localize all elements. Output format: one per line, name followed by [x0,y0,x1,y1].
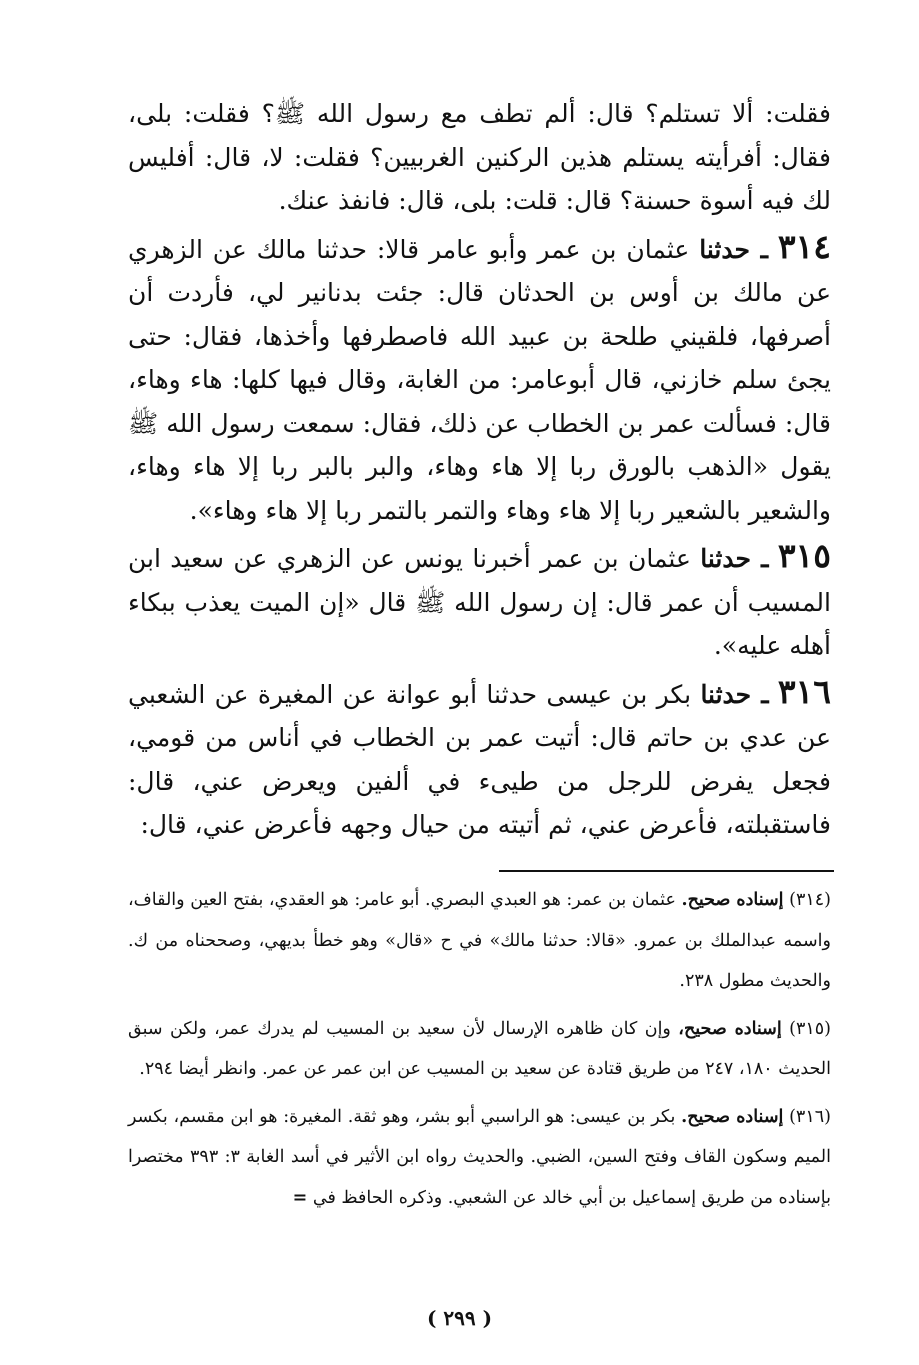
footnotes [128,880,831,1225]
hadith-315: ٣١٥ ـ حدثنا عثمان بن عمر أخبرنا يونس عن الزهري عن سعيد ابن المسيب أن عمر قال: إن رسول الله ﷺ قال «إن الميت يعذب ببكاء أهله عليه». [128,536,832,660]
footnote-number: (٣١٦) [789,1106,831,1127]
page-number: ( ٢٩٩ ) [426,1306,493,1330]
footnote-text: عثمان بن عمر: هو العبدي البصري. أبو عامر: هو العقدي، بفتح العين والقاف، واسمه عبدالملك بن عمرو. «قالا: حدثنا مالك» في ح «قال» وهو خطأ بديهي، وصححناه من ك. والحديث مطول ٢٣٨. [128,890,831,991]
footnote-grade: إسناده صحيح. [681,890,784,910]
footnote-text: وإن كان ظاهره الإرسال لأن سعيد بن المسيب لم يدرك عمر، ولكن سبق الحديث ١٨٠، ٢٤٧ من طريق قتادة عن سعيد بن المسيب عن ابن عمر عن عمر. وانظر أيضا ٢٩٤. [128,1018,831,1079]
hadith-314: ٣١٤ ـ حدثنا عثمان بن عمر وأبو عامر قالا: حدثنا مالك عن الزهري عن مالك بن أوس بن الحدثان قال: جئت بدنانير لي، فأردت أن أصرفها، فلقيني طلحة بن عبيد الله فاصطرفها وأخذها، فقال: حتى يجئ سلم خازني، قال أبوعامر: من الغابة، وقال فيها كلها: هاء وهاء، قال: فسألت عمر بن الخطاب عن ذلك، فقال: سمعت رسول الله ﷺ يقول «الذهب بالورق ربا إلا هاء وهاء، والبر بالبر ربا إلا هاء وهاء، والشعير بالشعير ربا إلا هاء وهاء والتمر بالتمر ربا إلا هاء وهاء». [128,226,831,525]
footnote-number: (٣١٤) [789,890,831,910]
hadith-heading: حدثنا [700,544,751,573]
footnote-text: بكر بن عيسى: هو الراسبي أبو بشر، وهو ثقة. المغيرة: هو ابن مقسم، بكسر الميم وسكون القاف وفتح السين، الضبي. والحديث رواه ابن الأثير في أسد الغابة ٣: ٣٩٣ مختصرا بإسناده من طريق إسماعيل بن أبي خالد عن الشعبي. وذكره الحافظ في [128,1106,831,1208]
intro-paragraph: فقلت: ألا تستلم؟ قال: ألم تطف مع رسول الله ﷺ؟ فقلت: بلى، فقال: أفرأيته يستلم هذين الركنين الغربيين؟ فقلت: لا، قال: أفليس لك فيه أسوة حسنة؟ قال: قلت: بلى، قال: فانفذ عنك. [128,99,831,215]
footnote-314 [128,880,831,1002]
hadith-text: عثمان بن عمر أخبرنا يونس عن الزهري عن سعيد ابن المسيب أن عمر قال: إن رسول الله ﷺ قال «إن الميت يعذب ببكاء أهله عليه». [128,544,831,660]
footnote-315 [128,1009,831,1090]
main-text [128,92,831,849]
footnote-number: (٣١٥) [789,1018,831,1039]
footnote-divider [499,870,834,872]
hadith-text: عثمان بن عمر وأبو عامر قالا: حدثنا مالك عن الزهري عن مالك بن أوس بن الحدثان قال: جئت بدنانير لي، فأردت أن أصرفها، فلقيني طلحة بن عبيد الله فاصطرفها وأخذها، فقال: حتى يجئ سلم خازني، قال أبوعامر: من الغابة، وقال فيها كلها: هاء وهاء، قال: فسألت عمر بن الخطاب عن ذلك، فقال: سمعت رسول الله ﷺ يقول «الذهب بالورق ربا إلا هاء وهاء، والبر بالبر ربا إلا هاء وهاء، والشعير بالشعير ربا إلا هاء وهاء والتمر بالتمر ربا إلا هاء وهاء». [128,234,831,525]
footnote-grade: إسناده صحيح، [678,1018,782,1039]
footnote-316 [128,1097,831,1219]
hadith-number: ٣١٤ [777,226,831,266]
hadith-number: ٣١٦ [777,671,831,711]
footnote-grade: إسناده صحيح. [681,1106,784,1127]
hadith-text: بكر بن عيسى حدثنا أبو عوانة عن المغيرة عن الشعبي عن عدي بن حاتم قال: أتيت عمر بن الخطاب في أناس من قومي، فجعل يفرض للرجل من طيىء في ألفين ويعرض عني، قال: فاستقبلته، فأعرض عني، ثم أتيته من حيال وجهه فأعرض عني، قال: [128,679,831,839]
hadith-316: ٣١٦ ـ حدثنا بكر بن عيسى حدثنا أبو عوانة عن المغيرة عن الشعبي عن عدي بن حاتم قال: أتيت عمر بن الخطاب في أناس من قومي، فجعل يفرض للرجل من طيىء في ألفين ويعرض عني، قال: فاستقبلته، فأعرض عني، ثم أتيته من حيال وجهه فأعرض عني، قال: [128,671,831,839]
hadith-number: ٣١٥ [777,536,832,575]
continuation-mark: = [292,1187,308,1208]
hadith-heading: حدثنا [699,234,750,264]
hadith-heading: حدثنا [700,679,752,709]
